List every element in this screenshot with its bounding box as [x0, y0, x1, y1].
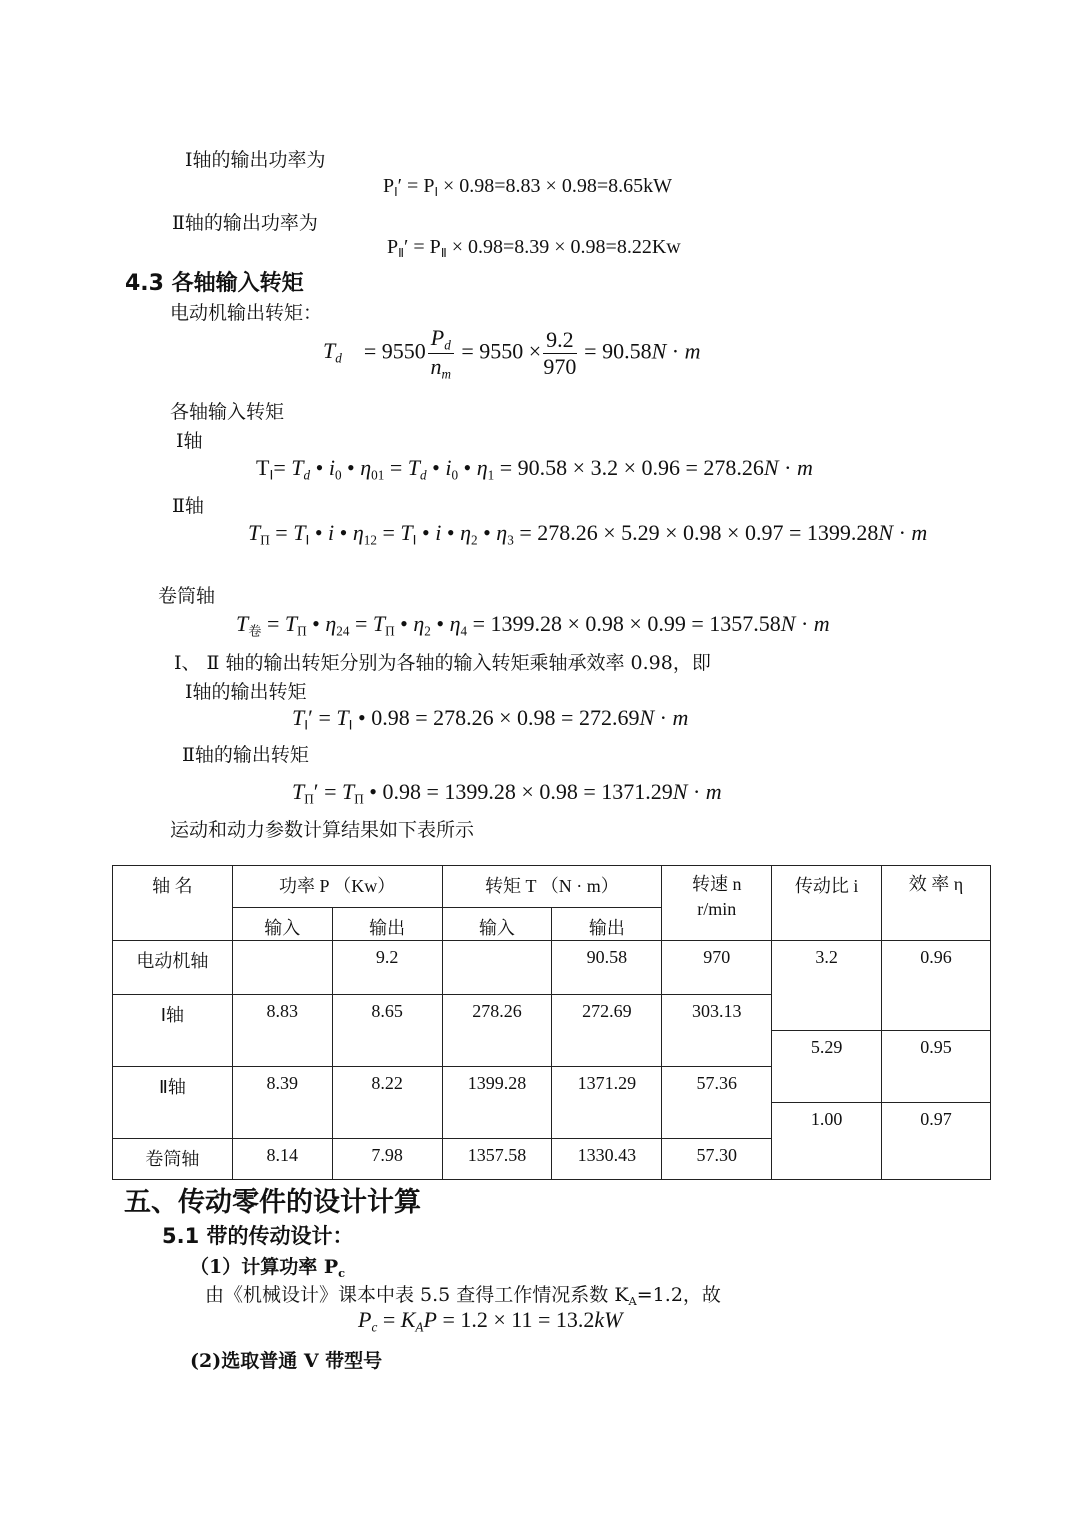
row-motor-speed: 970: [662, 941, 772, 995]
row-shaft1-speed: 303.13: [662, 995, 772, 1067]
pc-formula: $P_c = K_AP = 1.2 \times 11 = 13.2kW$: [358, 1307, 623, 1335]
drum-shaft-label: 卷筒轴: [158, 585, 216, 607]
row-drum-t-out: 1330.43: [552, 1139, 662, 1180]
shaft1-torque-formula: $T_Ⅰ= T_d$ • $i_0$ • $\eta_{01} = T_d$ • $i_0$ • $\eta_1 = 90.58 \times 3.2 \times 0.96 = 278.26N \cdot m$: [256, 455, 813, 483]
row-shaft1-t-out: 272.69: [552, 995, 662, 1067]
header-shaft-name: 轴 名: [113, 866, 233, 941]
row-drum-name: 卷筒轴: [113, 1139, 233, 1180]
each-shaft-torque-label: 各轴输入转矩: [170, 401, 285, 423]
shaft1-output-power-formula: $P_Ⅰ' = P_Ⅰ \times 0.98=8.83 \times 0.98=8.65kW$: [383, 175, 672, 200]
row-drum-p-out: 7.98: [332, 1139, 442, 1180]
section-4-3-heading: 4.3 各轴输入转矩: [125, 271, 304, 296]
ratio-2: 5.29: [772, 1031, 882, 1103]
shaft2-torque-formula: $T_\Pi = T_Ⅰ$ • i • $\eta_{12} = T_Ⅰ$ • i • $\eta_2$ • $\eta_3 = 278.26 \times 5.29 \times 0.98 \times 0.97 = 1399.28N \cdot m$: [248, 520, 928, 548]
row-shaft2-t-in: 1399.28: [442, 1067, 552, 1139]
shaft2-label: Ⅱ轴: [172, 495, 204, 517]
row-drum-p-in: 8.14: [232, 1139, 332, 1180]
row-shaft2-p-out: 8.22: [332, 1067, 442, 1139]
row-motor-t-in: [442, 941, 552, 995]
efficiency-2: 0.95: [882, 1031, 991, 1103]
row-motor-name: 电动机轴: [113, 941, 233, 995]
row-shaft1-p-out: 8.65: [332, 995, 442, 1067]
ka-text: 由《机械设计》课本中表 5.5 查得工作情况系数 $K_A=1.2$，故: [205, 1284, 721, 1308]
header-torque-output: 输出: [552, 908, 662, 941]
header-power-input: 输入: [232, 908, 332, 941]
subsection-2-heading: (2)选取普通 V 带型号: [190, 1350, 383, 1372]
shaft1-label: Ⅰ轴: [176, 430, 203, 452]
row-motor-p-out: 9.2: [332, 941, 442, 995]
subsection-1-heading: （1）计算功率 $P_c$: [190, 1256, 346, 1280]
row-shaft2-name: Ⅱ轴: [113, 1067, 233, 1139]
ratio-1: 3.2: [772, 941, 882, 1031]
header-torque: 转矩 T （N · m）: [442, 866, 662, 908]
row-motor-t-out: 90.58: [552, 941, 662, 995]
row-drum-speed: 57.30: [662, 1139, 772, 1180]
header-power: 功率 P （Kw）: [232, 866, 442, 908]
row-shaft1-name: Ⅰ轴: [113, 995, 233, 1067]
efficiency-1: 0.96: [882, 941, 991, 1031]
header-speed: 转速 n r/min: [662, 866, 772, 941]
section-5-heading: 五、传动零件的设计计算: [124, 1187, 421, 1218]
shaft1-output-torque-formula: $T_Ⅰ' = T_Ⅰ$ • 0.98 = 278.26 × 0.98 = 272.69N · m: [292, 705, 689, 733]
row-motor-p-in: [232, 941, 332, 995]
drum-torque-formula: $T_卷 = T_\Pi$ • $\eta_{24} = T_\Pi$ • $\eta_2$ • $\eta_4 = 1399.28 \times 0.98 \times 0.99 = 1357.58N \cdot m$: [236, 611, 830, 639]
ratio-3: 1.00: [772, 1103, 882, 1180]
shaft2-output-power-formula: $P_Ⅱ' = P_Ⅱ \times 0.98=8.39 \times 0.98=8.22Kw$: [387, 236, 681, 261]
header-power-output: 输出: [332, 908, 442, 941]
motor-torque-formula: $T_d$ = 9550 $\frac{P_d}{n_m}$ = 9550 × $\frac{9.2}{970}$ = 90.58N · m: [323, 325, 701, 382]
section-5-1-heading: 5.1 带的传动设计：: [162, 1224, 354, 1248]
header-efficiency: 效 率 η: [882, 866, 991, 941]
row-drum-t-in: 1357.58: [442, 1139, 552, 1180]
results-table: [112, 865, 991, 1180]
header-torque-input: 输入: [442, 908, 552, 941]
shaft1-output-power-label: Ⅰ轴的输出功率为: [185, 149, 326, 171]
header-ratio: 传动比 i: [772, 866, 882, 941]
efficiency-3: 0.97: [882, 1103, 991, 1180]
row-shaft2-p-in: 8.39: [232, 1067, 332, 1139]
row-shaft2-t-out: 1371.29: [552, 1067, 662, 1139]
table-intro: 运动和动力参数计算结果如下表所示: [170, 819, 475, 841]
shaft1-output-torque-label: Ⅰ轴的输出转矩: [185, 681, 307, 703]
motor-torque-label: 电动机输出转矩：: [170, 302, 323, 324]
row-shaft1-t-in: 278.26: [442, 995, 552, 1067]
shaft2-output-torque-formula: $T_\Pi' = T_\Pi$ • 0.98 = 1399.28 × 0.98 = 1371.29N · m: [292, 779, 722, 807]
row-shaft2-speed: 57.36: [662, 1067, 772, 1139]
shaft2-output-torque-label: Ⅱ轴的输出转矩: [182, 744, 309, 766]
output-torque-note: Ⅰ、 Ⅱ 轴的输出转矩分别为各轴的输入转矩乘轴承效率 0.98，即: [174, 652, 711, 674]
row-shaft1-p-in: 8.83: [232, 995, 332, 1067]
shaft2-output-power-label: Ⅱ轴的输出功率为: [172, 212, 318, 234]
